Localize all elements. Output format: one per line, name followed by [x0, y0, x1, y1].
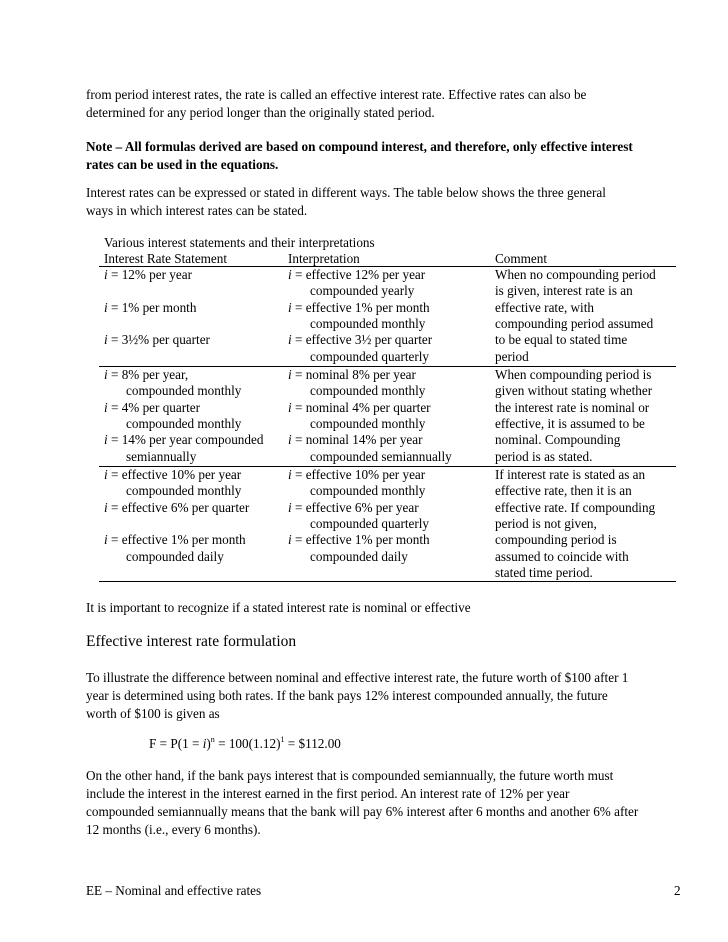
cell-text: = 12% per year: [107, 267, 192, 282]
cell-text: = 8% per year,: [107, 367, 189, 382]
rate-variable: i: [104, 267, 108, 282]
text-line: On the other hand, if the bank pays interest that is compounded semiannually, the future worth must: [86, 768, 614, 783]
cell-text: compounded daily: [126, 548, 224, 564]
page-number: 2: [674, 883, 681, 898]
rate-variable: i: [104, 499, 108, 515]
text-line: 12 months (i.e., every 6 months).: [86, 822, 261, 837]
cell-text: = 4% per quarter: [107, 399, 201, 415]
intro-paragraph: [86, 86, 696, 122]
rate-variable: i: [104, 432, 108, 448]
comment-line: given without stating whether: [495, 383, 653, 399]
formula-result: = $112.00: [284, 736, 341, 751]
rate-variable: i: [288, 532, 292, 548]
cell-text: compounded monthly: [310, 483, 426, 499]
cell-text: = nominal 8% per year: [291, 367, 416, 382]
cell-text: = 14% per year compounded: [107, 432, 264, 448]
cell-text: = nominal 4% per quarter: [291, 399, 431, 415]
table-cell: [288, 483, 425, 499]
formula-exponent: n: [210, 735, 215, 744]
table-cell: [288, 300, 430, 316]
table-cell: [104, 383, 241, 399]
cell-text: compounded monthly: [126, 483, 242, 499]
table-cell: [288, 383, 425, 399]
cell-text: compounded yearly: [310, 283, 415, 299]
rate-variable: i: [104, 467, 108, 482]
cell-text: compounded daily: [310, 548, 408, 564]
comment-line: When no compounding period: [495, 267, 656, 282]
comment-line: When compounding period is: [495, 367, 652, 382]
cell-text: compounded monthly: [126, 415, 242, 431]
table-cell: [104, 449, 196, 465]
table-cell: [288, 549, 408, 565]
text-line: compounded semiannually means that the bank will pay 6% interest after 6 months and another 6% after: [86, 804, 639, 819]
header-interpretation: Interpretation: [288, 251, 360, 266]
comment-line: effective rate, then it is an: [495, 483, 632, 499]
cell-text: = 1% per month: [107, 299, 197, 315]
text-line: Interest rates can be expressed or stated in different ways. The table below shows the three general: [86, 185, 606, 200]
table-cell: [104, 267, 192, 283]
comment-line: period is not given,: [495, 515, 597, 531]
formula-lhs: F = P(1 =: [149, 736, 203, 751]
comment-line: assumed to coincide with: [495, 548, 629, 564]
cell-text: = effective 10% per year: [291, 467, 426, 482]
header-statement: Interest Rate Statement: [104, 251, 228, 266]
cell-text: compounded monthly: [310, 415, 426, 431]
comment-line: to be equal to stated time: [495, 332, 628, 348]
rate-variable: i: [104, 332, 108, 348]
comment-line: nominal. Compounding: [495, 432, 621, 448]
table-cell: [104, 483, 241, 499]
formula-variable: i: [202, 736, 207, 751]
table-cell: [104, 400, 200, 416]
table-cell: [104, 367, 188, 383]
cell-text: compounded monthly: [126, 383, 242, 399]
table-cell: [288, 416, 425, 432]
table-cell: [288, 316, 425, 332]
rate-variable: i: [288, 299, 292, 315]
text-line: ways in which interest rates can be stated.: [86, 203, 308, 218]
rate-variable: i: [288, 267, 292, 282]
text-line: To illustrate the difference between nominal and effective interest rate, the future worth of $100 after 1: [86, 670, 629, 685]
rate-variable: i: [104, 399, 108, 415]
comment-line: effective rate, with: [495, 299, 594, 315]
formula-mid: = 100(1.12): [214, 736, 281, 751]
table-cell: [104, 332, 210, 348]
text-line: determined for any period longer than the originally stated period.: [86, 105, 435, 120]
rate-variable: i: [288, 399, 292, 415]
cell-text: = effective 12% per year: [291, 267, 426, 282]
semiannual-paragraph: [86, 767, 696, 839]
cell-text: = effective 6% per quarter: [107, 499, 250, 515]
cell-text: semiannually: [126, 448, 197, 464]
cell-text: = effective 1% per month: [107, 532, 246, 548]
table-cell: [104, 416, 241, 432]
text-line: worth of $100 is given as: [86, 706, 220, 721]
table-cell: [288, 532, 430, 548]
table-cell: [288, 516, 429, 532]
cell-text: compounded quarterly: [310, 348, 430, 364]
table-cell: [288, 432, 423, 448]
table-bottom-rule: [99, 581, 676, 582]
table-cell: [288, 467, 425, 483]
table-cell: [288, 267, 425, 283]
table-cell: [288, 500, 419, 516]
cell-text: compounded quarterly: [310, 515, 430, 531]
table-cell: [104, 300, 196, 316]
cell-text: = 3½% per quarter: [107, 332, 210, 348]
nominal-effective-note: It is important to recognize if a stated interest rate is nominal or effective: [86, 600, 471, 615]
cell-text: = effective 1% per month: [291, 532, 430, 548]
table-cell: [288, 332, 432, 348]
text-line: Note – All formulas derived are based on compound interest, and therefore, only effective interest: [86, 139, 633, 154]
illustration-paragraph: [86, 669, 696, 723]
formula-paren: ): [206, 736, 211, 751]
text-line: year is determined using both rates. If the bank pays 12% interest compounded annually, the future: [86, 688, 608, 703]
rate-variable: i: [104, 299, 108, 315]
cell-text: = effective 10% per year: [107, 467, 242, 482]
rate-variable: i: [104, 367, 108, 382]
future-worth-formula: [149, 735, 341, 753]
table-cell: [288, 283, 414, 299]
rates-intro-paragraph: [86, 184, 696, 220]
note-paragraph: [86, 138, 696, 174]
cell-text: compounded monthly: [310, 315, 426, 331]
table-cell: [288, 449, 452, 465]
table-cell: [104, 549, 224, 565]
comment-line: compounding period is: [495, 532, 617, 548]
text-line: rates can be used in the equations.: [86, 157, 279, 172]
comment-line: compounding period assumed: [495, 315, 654, 331]
footer-title: EE – Nominal and effective rates: [86, 883, 262, 898]
cell-text: = nominal 14% per year: [291, 432, 423, 448]
table-caption: Various interest statements and their interpretations: [104, 235, 375, 250]
section-heading: Effective interest rate formulation: [86, 633, 297, 650]
table-cell: [104, 432, 263, 448]
rate-variable: i: [288, 499, 292, 515]
comment-line: period: [495, 348, 529, 364]
header-comment: Comment: [495, 251, 548, 266]
comment-line: stated time period.: [495, 564, 593, 580]
rate-variable: i: [104, 532, 108, 548]
cell-text: = effective 6% per year: [291, 499, 419, 515]
cell-text: = effective 1% per month: [291, 299, 430, 315]
cell-text: compounded monthly: [310, 383, 426, 399]
table-cell: [288, 400, 431, 416]
text-line: include the interest in the interest earned in the first period. An interest rate of 12% per year: [86, 786, 570, 801]
formula-exponent: 1: [280, 735, 285, 744]
comment-line: period is as stated.: [495, 448, 593, 464]
rate-variable: i: [288, 432, 292, 448]
comment-line: effective rate. If compounding: [495, 499, 656, 515]
table-cell: [104, 467, 241, 483]
table-cell: [104, 500, 249, 516]
table-cell: [288, 349, 429, 365]
rate-variable: i: [288, 367, 292, 382]
cell-text: = effective 3½ per quarter: [291, 332, 433, 348]
rate-variable: i: [288, 332, 292, 348]
table-cell: [288, 367, 416, 383]
comment-line: effective, it is assumed to be: [495, 415, 645, 431]
table-cell: [104, 532, 246, 548]
comment-line: If interest rate is stated as an: [495, 467, 646, 482]
text-line: from period interest rates, the rate is called an effective interest rate. Effective rates can also be: [86, 87, 587, 102]
comment-line: the interest rate is nominal or: [495, 399, 650, 415]
comment-line: is given, interest rate is an: [495, 283, 633, 299]
rate-variable: i: [288, 467, 292, 482]
cell-text: compounded semiannually: [310, 448, 452, 464]
